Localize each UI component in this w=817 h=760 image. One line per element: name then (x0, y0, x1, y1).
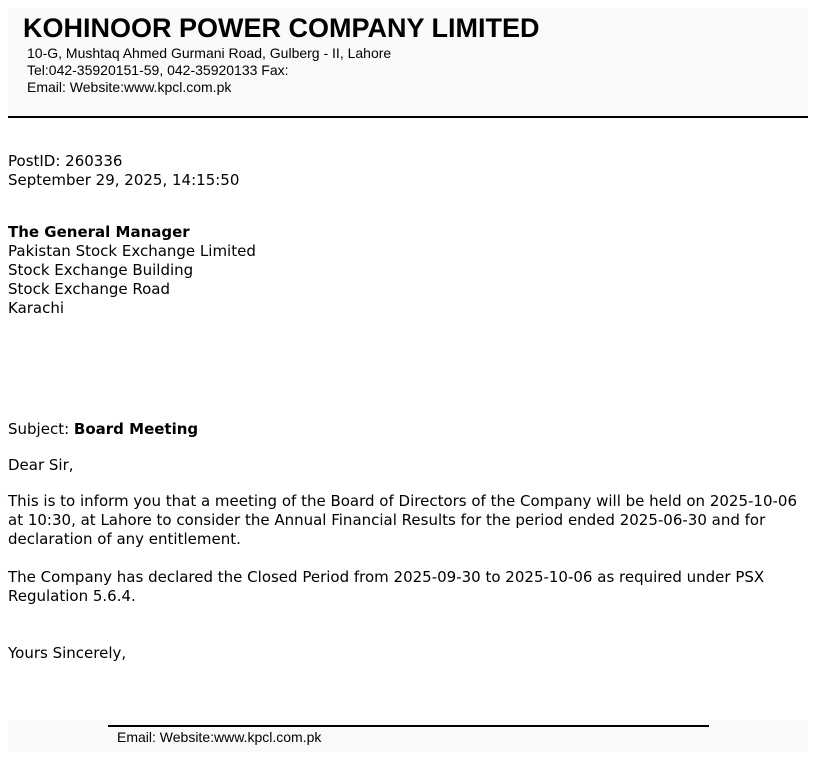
company-name: KOHINOOR POWER COMPANY LIMITED (23, 13, 540, 43)
closing: Yours Sincerely, (8, 644, 127, 662)
recipient-org: Pakistan Stock Exchange Limited (8, 242, 256, 260)
recipient-title: The General Manager (8, 223, 190, 241)
footer (8, 720, 808, 752)
company-email-website: Email: Website:www.kpcl.com.pk (27, 79, 232, 95)
header-divider (8, 116, 808, 118)
recipient-road: Stock Exchange Road (8, 280, 170, 298)
subject-line (8, 420, 198, 439)
paragraph-closed-period: The Company has declared the Closed Period from 2025-09-30 to 2025-10-06 as required under PSX Regulation 5.6.4. (8, 568, 765, 605)
post-id: PostID: 260336 (8, 152, 123, 170)
recipient-building: Stock Exchange Building (8, 261, 194, 279)
salutation: Dear Sir, (8, 456, 74, 474)
company-phone-fax: Tel:042-35920151-59, 042-35920133 Fax: (27, 62, 289, 78)
subject-text: Board Meeting (73, 420, 199, 438)
recipient-city: Karachi (8, 299, 65, 317)
letterhead (8, 8, 808, 116)
footer-email-website: Email: Website:www.kpcl.com.pk (117, 729, 322, 745)
post-datetime: September 29, 2025, 14:15:50 (8, 171, 240, 189)
subject-label: Subject: (8, 420, 70, 438)
paragraph-board-meeting: This is to inform you that a meeting of the Board of Directors of the Company will be held on 2025-10-06 at 10:30, at Lahore to consider the Annual Financial Results for the period ended 2025-06-30 and for declaration of any entitlement. (8, 492, 797, 548)
company-address: 10-G, Mushtaq Ahmed Gurmani Road, Gulberg - II, Lahore (27, 45, 392, 61)
footer-divider (108, 725, 709, 727)
